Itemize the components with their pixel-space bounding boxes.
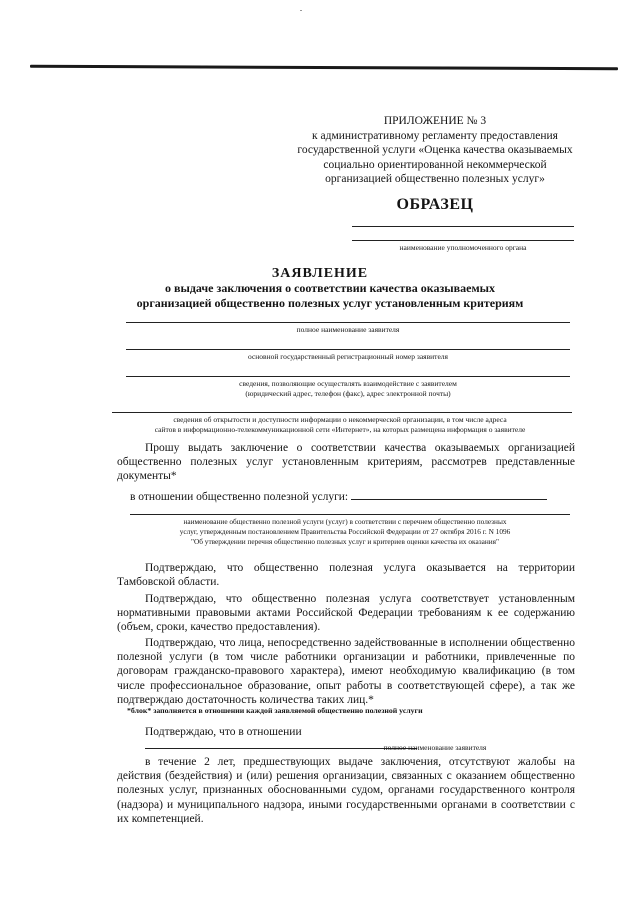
- confirm-territory-text: Подтверждаю, что общественно полезная услуга оказывается на территории Тамбовской области.: [117, 562, 575, 589]
- subtitle-line-2: организацией общественно полезных услуг установленным критериям: [136, 296, 524, 310]
- confirm-qualification: [117, 636, 575, 707]
- confirm-qualification-text: Подтверждаю, что лица, непосредственно задействованные в исполнении общественно полезной услуги (в том числе работники организации и работники, привлеченные по договорам гражданско-правового характера), имеют необходимую квалификацию (в том числе профессиональное образование, опыт работы в соответствующей сфере), а так же подтверждаю достаточность количества таких лиц.*: [117, 637, 575, 706]
- scan-speck: [300, 10, 302, 11]
- confirm-requirements-text: Подтверждаю, что общественно полезная услуга соответствует установленным нормативными правовыми актами Российской Федерации требованиям к ее содержанию (объем, сроки, качество предоставления).: [117, 593, 575, 634]
- service-row: [130, 490, 570, 504]
- confirm-territory: [117, 561, 575, 589]
- block-note: *блок* заполняется в отношении каждой заявляемой общественно полезной услуги: [127, 706, 423, 715]
- service-caption: [110, 517, 580, 547]
- authority-caption: наименование уполномоченного органа: [399, 243, 527, 252]
- authority-line-2[interactable]: [352, 240, 574, 241]
- contacts-caption-line-1: сведения, позволяющие осуществлять взаимодействие с заявителем: [239, 379, 457, 388]
- document-subtitle: [60, 281, 600, 311]
- sample-label: ОБРАЗЕЦ: [396, 196, 474, 213]
- appendix-header: [280, 114, 590, 187]
- reg-number-caption: основной государственный регистрационный номер заявителя: [248, 352, 448, 361]
- openness-caption: [95, 415, 585, 435]
- applicant-caption: полное наименование заявителя: [383, 743, 487, 752]
- confirm-complaints-label: Подтверждаю, что в отношении: [145, 726, 302, 738]
- full-name-caption: полное наименование заявителя: [296, 325, 400, 334]
- request-text: Прошу выдать заключение о соответствии качества оказываемых организацией общественно полезных услуг установленным критериям, рассмотрев представленные документы*: [117, 442, 575, 483]
- document-title: ЗАЯВЛЕНИЕ: [271, 266, 369, 281]
- full-name-line[interactable]: [126, 322, 570, 323]
- appendix-line-4: организацией общественно полезных услуг»: [325, 173, 545, 185]
- openness-line[interactable]: [112, 412, 572, 413]
- openness-caption-line-1: сведения об открытости и доступности информации о некоммерческой организации, в том числе адреса: [173, 415, 507, 424]
- service-caption-line-2: услуг, утвержденным постановлением Правительства Российской Федерации от 27 октября 2016 г. N 1096: [179, 527, 511, 536]
- service-caption-line-1: наименование общественно полезной услуги (услуг) в соответствии с перечнем общественно полезных: [183, 517, 507, 526]
- contacts-caption: [126, 379, 570, 399]
- openness-caption-line-2: сайтов в информационно-телекоммуникационной сети «Интернет», на которых размещена информация о заявителе: [154, 425, 526, 434]
- appendix-line-1: к административному регламенту предоставления: [312, 129, 558, 142]
- request-paragraph: [117, 441, 575, 484]
- service-label: в отношении общественно полезной услуги:: [130, 491, 349, 503]
- contacts-line[interactable]: [126, 376, 570, 377]
- top-rule: [30, 65, 618, 71]
- subtitle-line-1: о выдаче заключения о соответствии качества оказываемых: [164, 281, 496, 295]
- confirm-complaints-text: в течение 2 лет, предшествующих выдаче заключения, отсутствуют жалобы на действия (бездействия) и (или) решения организации, связанных с оказанием общественно полезных услуг, признанных обоснованными судом, органами государственного контроля (надзора) и муниципального надзора, иными государственными органами в соответствии с их компетенцией.: [117, 756, 575, 825]
- confirm-requirements: [117, 592, 575, 635]
- service-input-line[interactable]: [351, 499, 547, 500]
- service-caption-line-3: "Об утверждении перечня общественно полезных услуг и критериев оценки качества их оказания": [191, 537, 499, 546]
- reg-number-line[interactable]: [126, 349, 570, 350]
- confirm-complaints: [117, 755, 575, 826]
- contacts-caption-line-2: (юридический адрес, телефон (факс), адрес электронной почты): [245, 389, 451, 398]
- appendix-line-3: социально ориентированной некоммерческой: [323, 158, 547, 171]
- appendix-line-2: государственной услуги «Оценка качества оказываемых: [297, 144, 573, 156]
- service-line-2[interactable]: [130, 514, 570, 515]
- appendix-number: ПРИЛОЖЕНИЕ № 3: [383, 115, 487, 127]
- authority-line-1[interactable]: [352, 226, 574, 227]
